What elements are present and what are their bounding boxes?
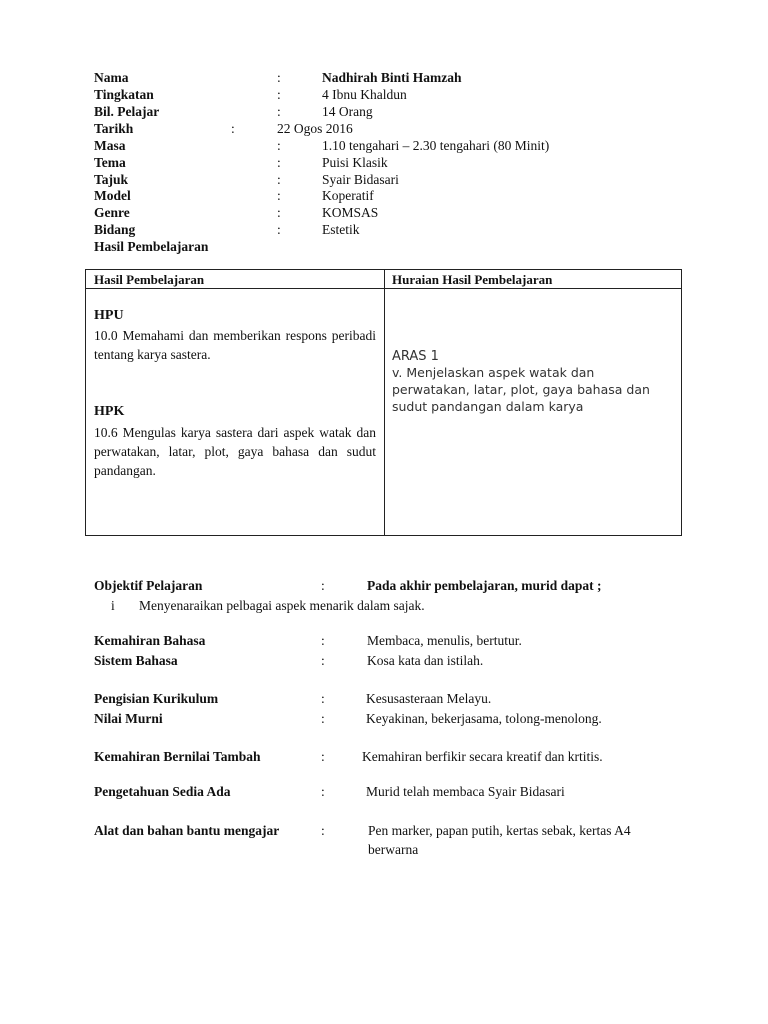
label-kemahiran-bahasa: Kemahiran Bahasa bbox=[94, 633, 206, 648]
hpk-text: 10.6 Mengulas karya sastera dari aspek watak dan perwatakan, latar, plot, gaya bahasa dan sudut pandangan. bbox=[94, 425, 376, 478]
hpu-title: HPU bbox=[94, 308, 124, 323]
colon: : bbox=[321, 823, 325, 838]
colon: : bbox=[277, 138, 281, 153]
label-hasil-pembelajaran: Hasil Pembelajaran bbox=[94, 239, 209, 254]
label-tarikh: Tarikh bbox=[94, 121, 134, 136]
colon: : bbox=[321, 691, 325, 706]
label-tema: Tema bbox=[94, 155, 126, 170]
value-alat-bahan-line2: berwarna bbox=[368, 842, 419, 857]
label-kemahiran-bernilai-tambah: Kemahiran Bernilai Tambah bbox=[94, 749, 261, 764]
value-tarikh: 22 Ogos 2016 bbox=[277, 121, 353, 136]
value-pengetahuan-sedia-ada: Murid telah membaca Syair Bidasari bbox=[366, 784, 565, 799]
hpu-text: 10.0 Memahami dan memberikan respons peribadi tentang karya sastera. bbox=[94, 328, 376, 362]
value-bidang: Estetik bbox=[322, 222, 360, 237]
label-alat-bahan: Alat dan bahan bantu mengajar bbox=[94, 823, 280, 838]
value-masa: 1.10 tengahari – 2.30 tengahari (80 Minit) bbox=[322, 138, 550, 153]
table-header-huraian: Huraian Hasil Pembelajaran bbox=[392, 272, 553, 287]
label-model: Model bbox=[94, 188, 131, 203]
colon: : bbox=[321, 633, 325, 648]
label-tajuk: Tajuk bbox=[94, 172, 129, 187]
value-kemahiran-bernilai-tambah: Kemahiran berfikir secara kreatif dan krtitis. bbox=[362, 749, 603, 764]
table-header-hasil: Hasil Pembelajaran bbox=[94, 272, 205, 287]
table-column-divider bbox=[384, 270, 385, 535]
aras-title: ARAS 1 bbox=[392, 349, 439, 364]
value-genre: KOMSAS bbox=[322, 205, 379, 220]
value-tingkatan: 4 Ibnu Khaldun bbox=[322, 87, 407, 102]
value-kemahiran-bahasa: Membaca, menulis, bertutur. bbox=[367, 633, 522, 648]
label-nilai-murni: Nilai Murni bbox=[94, 711, 163, 726]
colon: : bbox=[231, 121, 235, 136]
aras-text: v. Menjelaskan aspek watak dan perwatakan, latar, plot, gaya bahasa dan sudut pandangan dalam karya bbox=[392, 365, 650, 414]
colon: : bbox=[321, 749, 325, 764]
label-nama: Nama bbox=[94, 70, 129, 85]
hpk-title: HPK bbox=[94, 404, 125, 419]
colon: : bbox=[277, 188, 281, 203]
label-pengetahuan-sedia-ada: Pengetahuan Sedia Ada bbox=[94, 784, 231, 799]
label-bil-pelajar: Bil. Pelajar bbox=[94, 104, 160, 119]
objektif-item-text: Menyenaraikan pelbagai aspek menarik dalam sajak. bbox=[139, 598, 425, 613]
value-objektif: Pada akhir pembelajaran, murid dapat ; bbox=[367, 578, 602, 593]
value-tajuk: Syair Bidasari bbox=[322, 172, 399, 187]
value-model: Koperatif bbox=[322, 188, 374, 203]
colon: : bbox=[277, 70, 281, 85]
value-nama: Nadhirah Binti Hamzah bbox=[322, 70, 462, 85]
learning-outcomes-table bbox=[85, 269, 682, 536]
colon: : bbox=[321, 653, 325, 668]
label-masa: Masa bbox=[94, 138, 126, 153]
colon: : bbox=[277, 87, 281, 102]
value-sistem-bahasa: Kosa kata dan istilah. bbox=[367, 653, 484, 668]
colon: : bbox=[321, 711, 325, 726]
label-pengisian-kurikulum: Pengisian Kurikulum bbox=[94, 691, 219, 706]
colon: : bbox=[321, 784, 325, 799]
colon: : bbox=[277, 155, 281, 170]
value-nilai-murni: Keyakinan, bekerjasama, tolong-menolong. bbox=[366, 711, 602, 726]
label-objektif: Objektif Pelajaran bbox=[94, 578, 203, 593]
label-tingkatan: Tingkatan bbox=[94, 87, 154, 102]
objektif-item-number: i bbox=[111, 598, 115, 613]
colon: : bbox=[277, 172, 281, 187]
colon: : bbox=[277, 222, 281, 237]
label-bidang: Bidang bbox=[94, 222, 136, 237]
colon: : bbox=[277, 104, 281, 119]
value-tema: Puisi Klasik bbox=[322, 155, 388, 170]
label-sistem-bahasa: Sistem Bahasa bbox=[94, 653, 178, 668]
value-bil-pelajar: 14 Orang bbox=[322, 104, 373, 119]
colon: : bbox=[277, 205, 281, 220]
colon: : bbox=[321, 578, 325, 593]
value-pengisian-kurikulum: Kesusasteraan Melayu. bbox=[366, 691, 492, 706]
value-alat-bahan-line1: Pen marker, papan putih, kertas sebak, kertas A4 bbox=[368, 823, 631, 838]
label-genre: Genre bbox=[94, 205, 130, 220]
